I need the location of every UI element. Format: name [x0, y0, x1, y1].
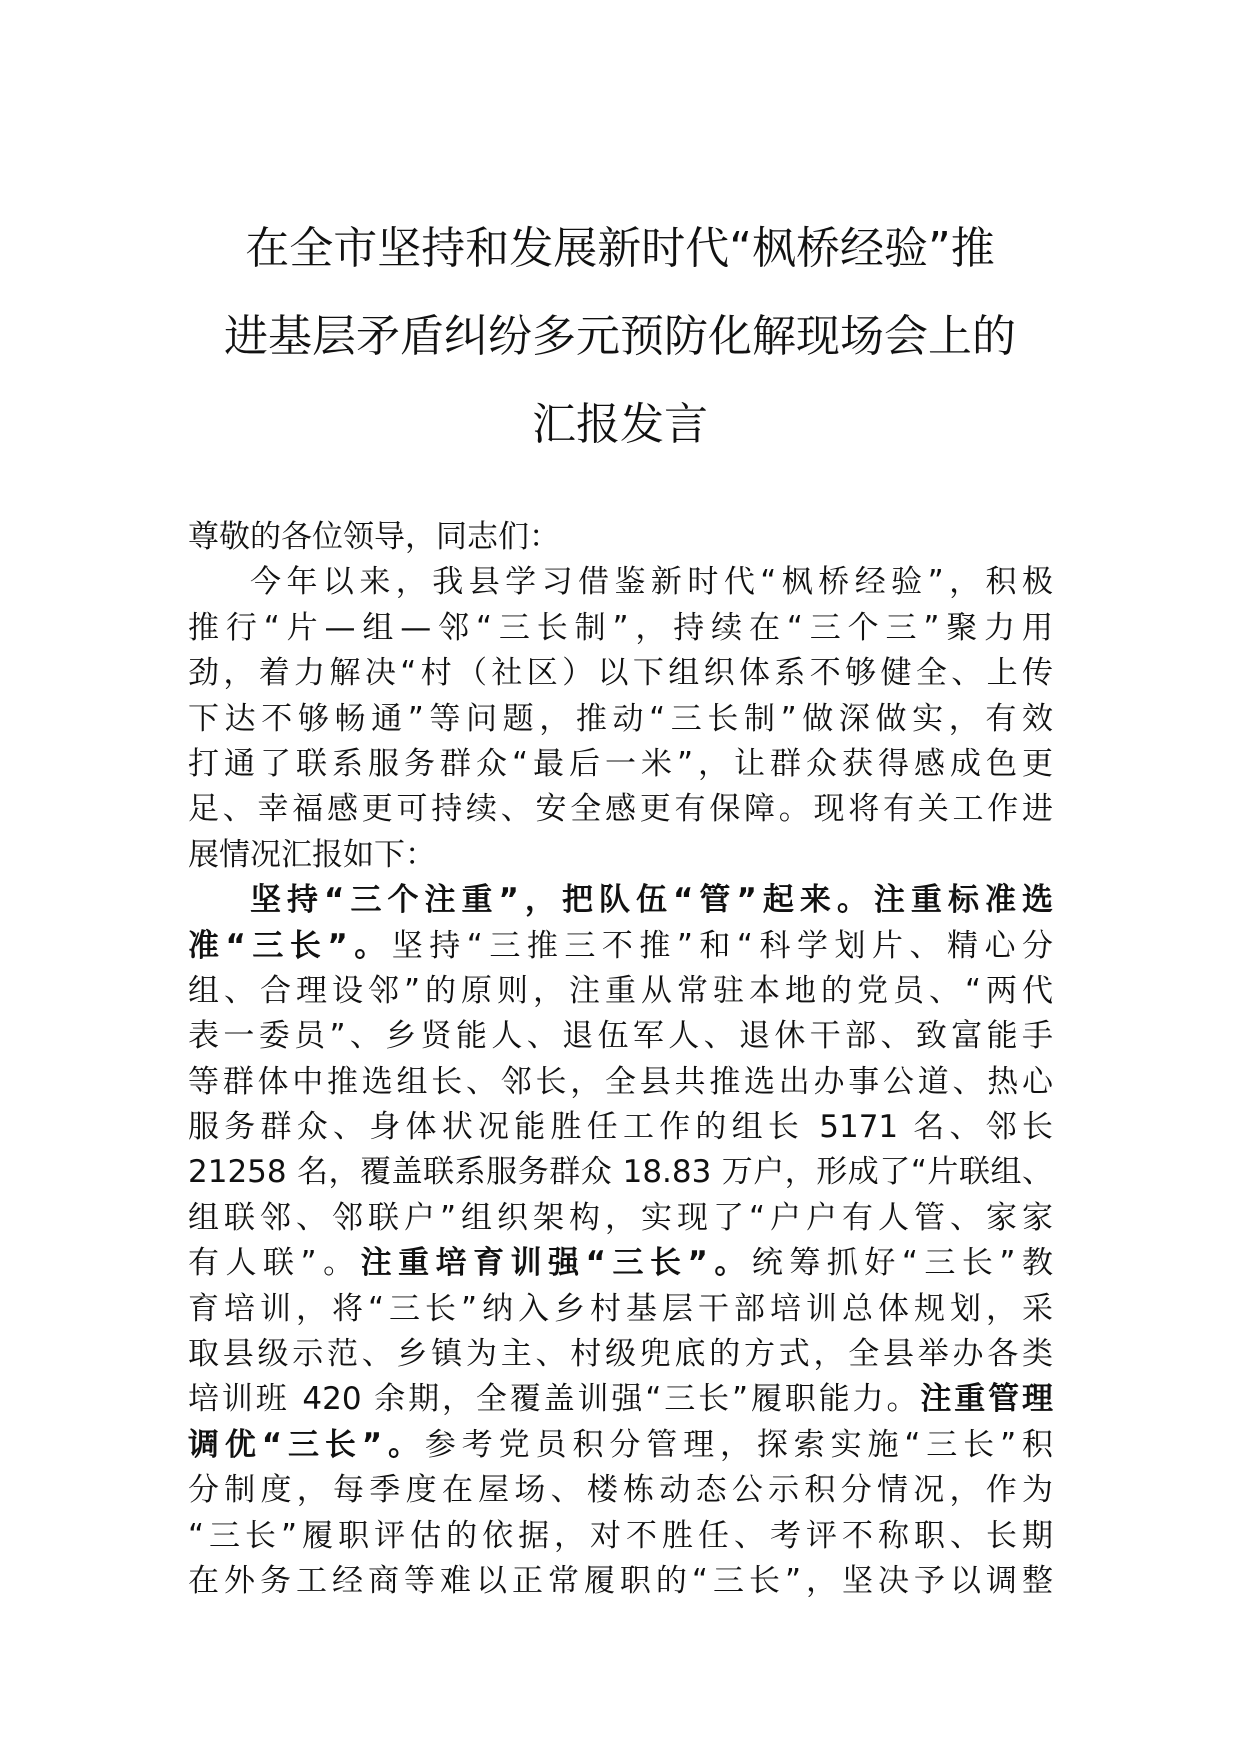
intro-line-3: 劲，着力解决“村（社区）以下组织体系不够健全、上传	[188, 655, 1053, 692]
intro-line-1: 今年以来，我县学习借鉴新时代“枫桥经验”，积极	[250, 564, 1053, 601]
intro-line-5: 打通了联系服务群众“最后一米”，让群众获得感成色更	[188, 745, 1053, 782]
section1-text: 参考党员积分管理，探索实施“三长”积	[424, 1426, 1054, 1463]
intro-line-4: 下达不够畅通”等问题，推动“三长制”做深做实，有效	[188, 700, 1053, 737]
intro-line-2: 推行“片—组—邻“三长制”，持续在“三个三”聚力用	[188, 609, 1053, 646]
section1-line-12	[188, 1377, 1053, 1422]
section1-line-9	[188, 1241, 1053, 1286]
title-line-3: 汇报发言	[532, 399, 708, 450]
section1-line-2	[188, 924, 1053, 969]
title-line-1: 在全市坚持和发展新时代“枫桥经验”推	[245, 223, 995, 274]
document-body	[188, 515, 1053, 1604]
intro-line-6: 足、幸福感更可持续、安全感更有保障。现将有关工作进	[188, 791, 1053, 828]
subheading-manage: 注重管理	[920, 1381, 1053, 1418]
section1-line-1	[188, 878, 1053, 923]
document-title	[180, 205, 1060, 469]
section1-text: 坚持“三推三不推”和“科学划片、精心分	[391, 927, 1053, 964]
section1-line-16: 在外务工经商等难以正常履职的“三长”，坚决予以调整	[188, 1562, 1053, 1599]
salutation: 尊敬的各位领导，同志们：	[188, 519, 560, 555]
subheading-manage-cont: 调优“三长”。	[188, 1426, 425, 1463]
section1-line-5: 等群体中推选组长、邻长，全县共推选出办事公道、热心	[188, 1063, 1053, 1100]
section1-line-10: 育培训，将“三长”纳入乡村基层干部培训总体规划，采	[188, 1290, 1053, 1327]
section1-line-4: 表一委员”、乡贤能人、退伍军人、退休干部、致富能手	[188, 1018, 1053, 1055]
section1-line-3: 组、合理设邻”的原则，注重从常驻本地的党员、“两代	[188, 972, 1053, 1009]
section1-line-14: 分制度，每季度在屋场、楼栋动态公示积分情况，作为	[188, 1472, 1053, 1509]
section1-text: 统筹抓好“三长”教	[751, 1245, 1053, 1282]
subheading-select: 准“三长”。	[188, 927, 392, 964]
section1-text: 培训班 420 余期，全覆盖训强“三长”履职能力。	[188, 1381, 921, 1418]
section1-heading: 坚持“三个注重”，把队伍“管”起来。注重标准选	[250, 882, 1053, 919]
section1-line-11: 取县级示范、乡镇为主、村级兜底的方式，全县举办各类	[188, 1336, 1053, 1373]
section1-line-7: 21258 名，覆盖联系服务群众 18.83 万户，形成了“片联组、	[188, 1154, 1053, 1191]
section1-line-6: 服务群众、身体状况能胜任工作的组长 5171 名、邻长	[188, 1109, 1053, 1146]
section1-line-8: 组联邻、邻联户”组织架构，实现了“户户有人管、家家	[188, 1199, 1053, 1236]
subheading-train: 注重培育训强“三长”。	[360, 1245, 752, 1282]
section1-line-13	[188, 1423, 1053, 1468]
section1-text: 有人联”。	[188, 1245, 361, 1282]
section1-line-15: “三长”履职评估的依据，对不胜任、考评不称职、长期	[188, 1517, 1053, 1554]
title-line-2: 进基层矛盾纠纷多元预防化解现场会上的	[224, 311, 1016, 362]
intro-line-7: 展情况汇报如下：	[188, 836, 436, 873]
